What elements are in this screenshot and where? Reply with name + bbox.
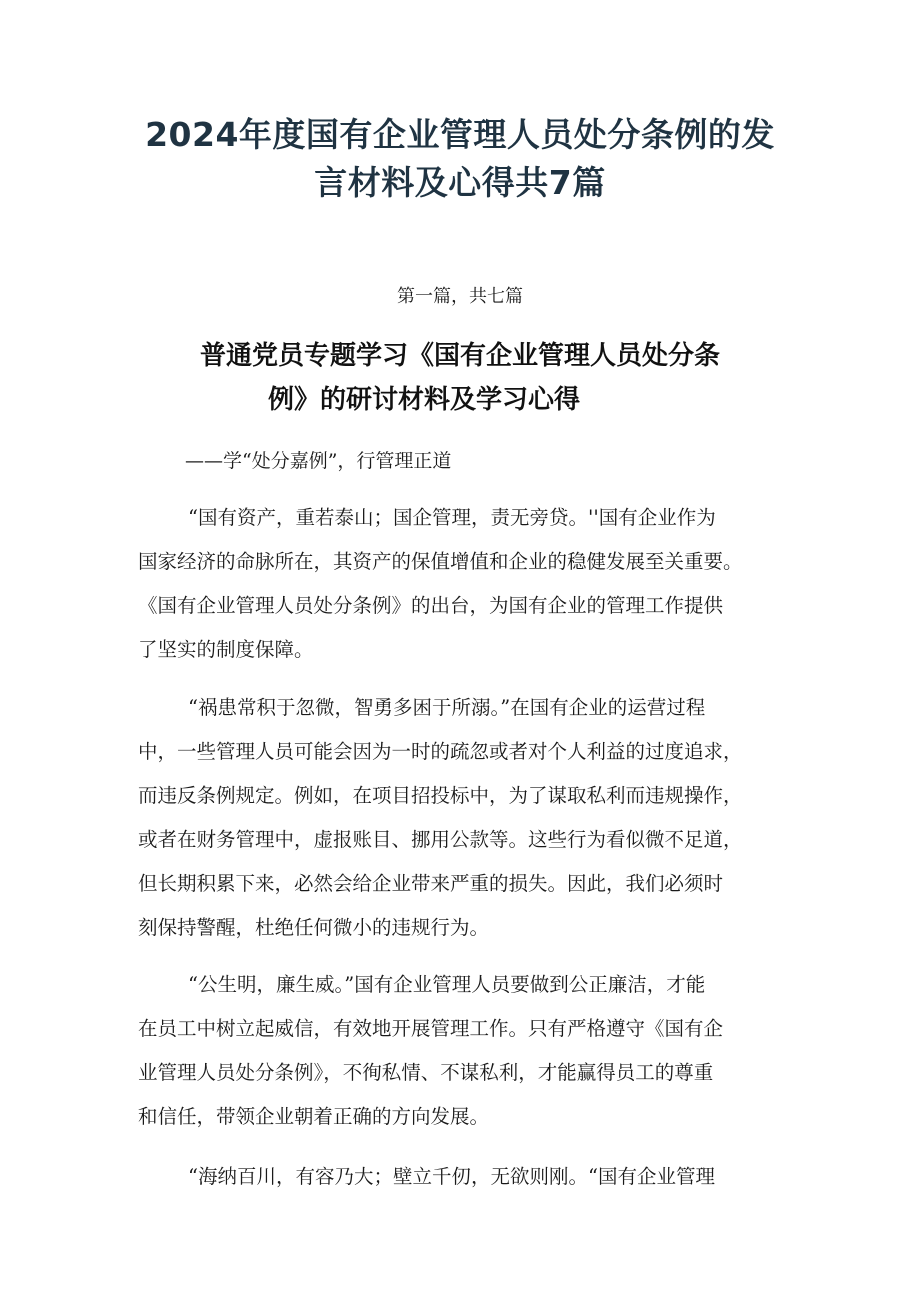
document-title-line-1: 2024年度国有企业管理人员处分条例的发 (145, 115, 775, 154)
paragraph-4 (138, 1155, 798, 1199)
section-title-line-1: 普通党员专题学习《国有企业管理人员处分条 (199, 341, 720, 371)
document-title-line-2: 言材料及心得共7篇 (314, 163, 606, 202)
paragraph-line: 《国有企业管理人员处分条例》的出台，为国有企业的管理工作提供 (138, 594, 724, 617)
paragraph-line: 和信任，带领企业朝着正确的方向发展。 (138, 1105, 490, 1128)
paragraph-line: “海纳百川，有容乃大；壁立千仞，无欲则刚。“国有企业管理 (188, 1165, 715, 1188)
paragraph-line: “祸患常积于忽微，智勇多困于所溺。”在国有企业的运营过程 (188, 696, 706, 719)
paragraph-line: 或者在财务管理中，虚报账目、挪用公款等。这些行为看似微不足道， (138, 828, 743, 851)
paragraph-line: “公生明，廉生威。”国有企业管理人员要做到公正廉洁，才能 (188, 973, 706, 996)
paragraph-line: 在员工中树立起威信，有效地开展管理工作。只有严格遵守《国有企 (138, 1017, 724, 1040)
paragraph-1 (138, 496, 798, 672)
paragraph-line: 而违反条例规定。例如，在项目招投标中，为了谋取私利而违规操作， (138, 784, 743, 807)
part-label: 第一篇，共七篇 (397, 286, 523, 307)
paragraph-line: 国家经济的命脉所在，其资产的保值增值和企业的稳健发展至关重要。 (138, 550, 743, 573)
paragraph-line: 了坚实的制度保障。 (138, 638, 314, 661)
paragraph-2 (138, 686, 798, 950)
section-title-line-2: 例》的研讨材料及学习心得 (267, 385, 580, 415)
section-motto: ——学“处分嘉例”，行管理正道 (185, 450, 452, 472)
paragraph-line: “国有资产，重若泰山；国企管理，责无旁贷。''国有企业作为 (188, 506, 716, 529)
paragraph-line: 业管理人员处分条例》，不徇私情、不谋私利，才能赢得员工的尊重 (138, 1061, 714, 1084)
paragraph-3 (138, 963, 798, 1139)
paragraph-line: 刻保持警醒，杜绝任何微小的违规行为。 (138, 916, 490, 939)
paragraph-line: 中，一些管理人员可能会因为一时的疏忽或者对个人利益的过度追求， (138, 740, 743, 763)
paragraph-line: 但长期积累下来，必然会给企业带来严重的损失。因此，我们必须时 (138, 872, 724, 895)
